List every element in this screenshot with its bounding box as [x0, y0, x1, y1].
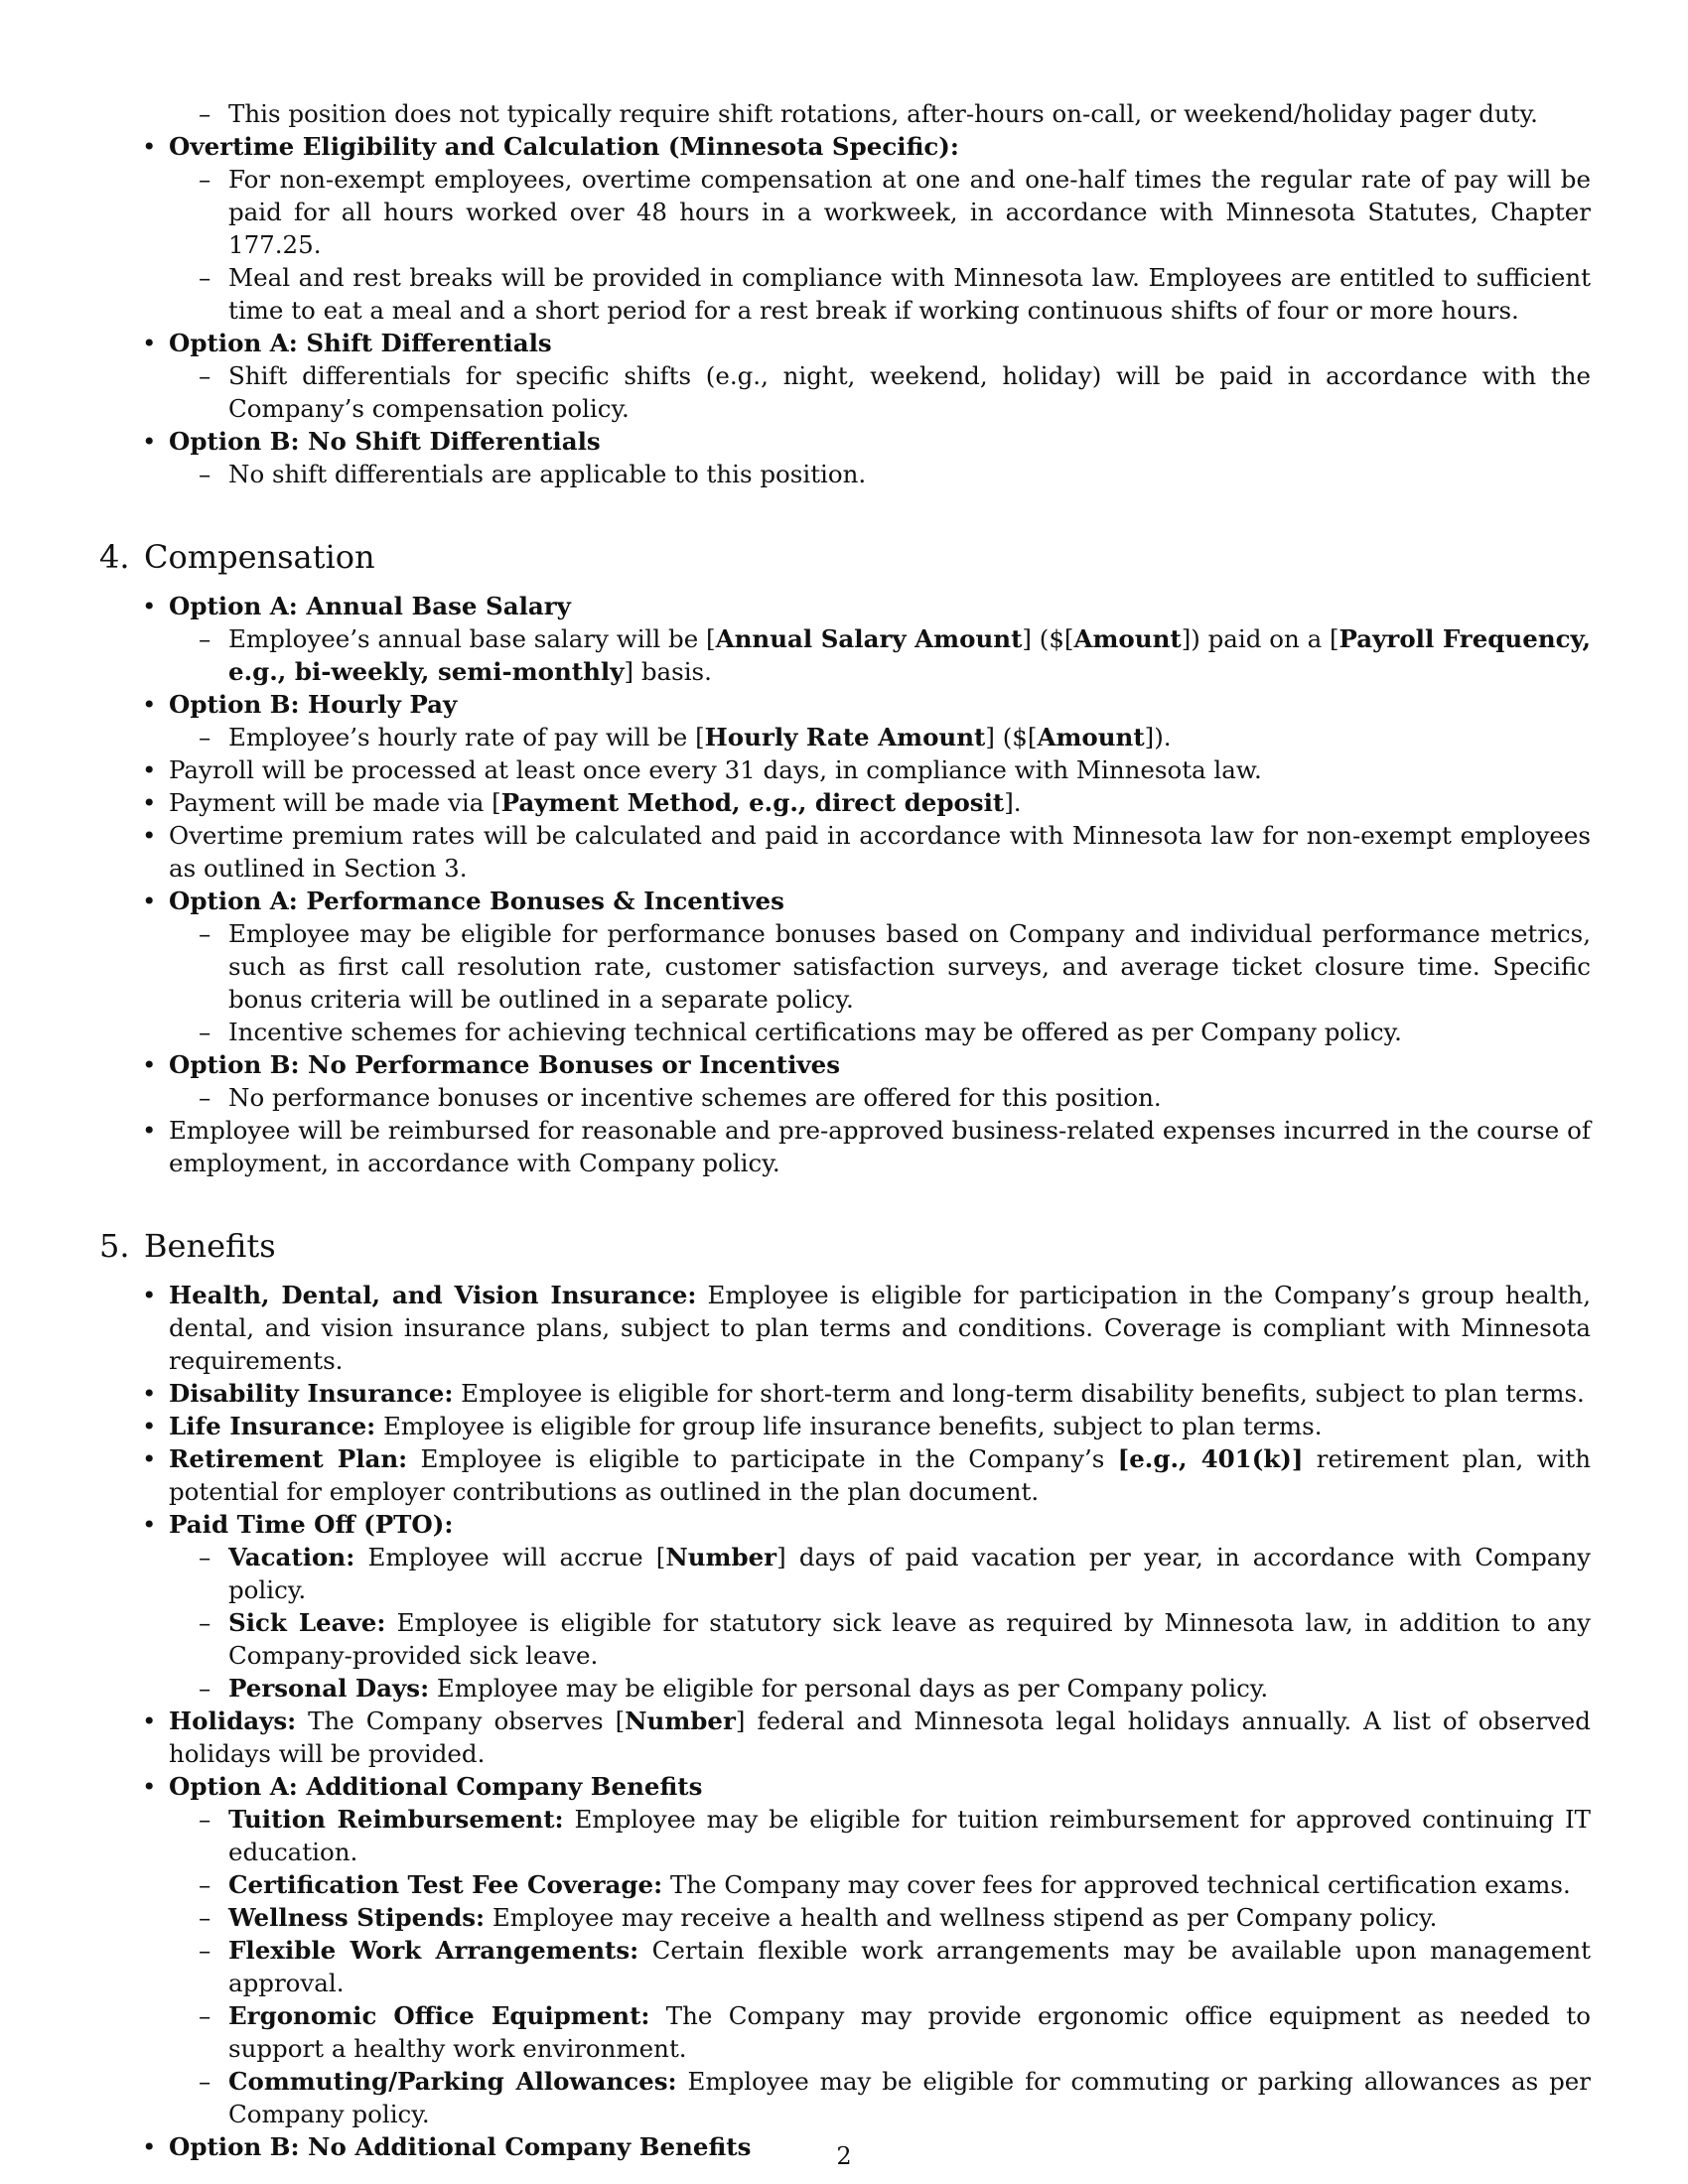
list-item: – Vacation: Employee will accrue [Number] days of paid vacation per year, in accordance with Company policy. [99, 1541, 1591, 1606]
list-item: – Meal and rest breaks will be provided in compliance with Minnesota law. Employees are entitled to sufficient time to eat a meal and a short period for a rest break if working continuous shifts of four or more hours. [99, 261, 1591, 327]
list-item: – Shift differentials for specific shifts (e.g., night, weekend, holiday) will be paid in accordance with the Company’s compensation policy. [99, 359, 1591, 425]
list-item: • Option A: Annual Base Salary [99, 590, 1591, 622]
list-item: • Option B: No Additional Company Benefits [99, 2130, 1591, 2163]
list-item: • Option B: No Performance Bonuses or Incentives [99, 1048, 1591, 1081]
list-item: • Retirement Plan: Employee is eligible to participate in the Company’s [e.g., 401(k)] retirement plan, with potential for employer contributions as outlined in the plan document. [99, 1442, 1591, 1508]
list-item: – No shift differentials are applicable to this position. [99, 458, 1591, 490]
list-item: – Employee’s annual base salary will be [Annual Salary Amount] ($[Amount]) paid on a [Payroll Frequency, e.g., bi-weekly, semi-monthly] basis. [99, 622, 1591, 688]
list-item: – Commuting/Parking Allowances: Employee may be eligible for commuting or parking allowances as per Company policy. [99, 2065, 1591, 2130]
document-page [99, 97, 1591, 2163]
list-item: • Payment will be made via [Payment Method, e.g., direct deposit]. [99, 786, 1591, 819]
list-item: – Ergonomic Office Equipment: The Company may provide ergonomic office equipment as needed to support a healthy work environment. [99, 1999, 1591, 2065]
list-item: • Paid Time Off (PTO): [99, 1508, 1591, 1541]
list-item: • Option B: Hourly Pay [99, 688, 1591, 721]
list-item: – Sick Leave: Employee is eligible for statutory sick leave as required by Minnesota law, in addition to any Company-provided sick leave. [99, 1606, 1591, 1672]
list-item: – Employee’s hourly rate of pay will be [Hourly Rate Amount] ($[Amount]). [99, 721, 1591, 753]
list-item: • Option B: No Shift Differentials [99, 425, 1591, 458]
list-item: • Health, Dental, and Vision Insurance: Employee is eligible for participation in the Company’s group health, dental, and vision insurance plans, subject to plan terms and conditions. Coverage is compliant with Minnesota requirements. [99, 1279, 1591, 1377]
section-heading-benefits: 5. Benefits [99, 1227, 276, 1265]
section-heading-compensation: 4. Compensation [99, 538, 375, 576]
list-item: – Employee may be eligible for performance bonuses based on Company and individual performance metrics, such as first call resolution rate, customer satisfaction surveys, and average ticket closure time. Specific bonus criteria will be outlined in a separate policy. [99, 917, 1591, 1016]
list-item: – For non-exempt employees, overtime compensation at one and one-half times the regular rate of pay will be paid for all hours worked over 48 hours in a workweek, in accordance with Minnesota Statutes, Chapter 177.25. [99, 163, 1591, 261]
list-item: • Option A: Performance Bonuses & Incentives [99, 885, 1591, 917]
list-item: • Option A: Additional Company Benefits [99, 1770, 1591, 1803]
list-item: • Life Insurance: Employee is eligible for group life insurance benefits, subject to plan terms. [99, 1410, 1591, 1442]
list-item: – Certification Test Fee Coverage: The Company may cover fees for approved technical certification exams. [99, 1868, 1591, 1901]
list-item: – This position does not typically require shift rotations, after-hours on-call, or weekend/holiday pager duty. [99, 97, 1591, 130]
list-item: • Payroll will be processed at least once every 31 days, in compliance with Minnesota law. [99, 753, 1591, 786]
list-item: – Personal Days: Employee may be eligible for personal days as per Company policy. [99, 1672, 1591, 1705]
list-item: • Overtime Eligibility and Calculation (Minnesota Specific): [99, 130, 1591, 163]
list-item: – No performance bonuses or incentive schemes are offered for this position. [99, 1081, 1591, 1114]
list-item: – Wellness Stipends: Employee may receive a health and wellness stipend as per Company policy. [99, 1901, 1591, 1934]
list-item: • Disability Insurance: Employee is eligible for short-term and long-term disability benefits, subject to plan terms. [99, 1377, 1591, 1410]
list-item: • Holidays: The Company observes [Number] federal and Minnesota legal holidays annually. A list of observed holidays will be provided. [99, 1705, 1591, 1770]
list-item: • Overtime premium rates will be calculated and paid in accordance with Minnesota law for non-exempt employees as outlined in Section 3. [99, 819, 1591, 885]
list-item: – Incentive schemes for achieving technical certifications may be offered as per Company policy. [99, 1016, 1591, 1048]
list-item: – Flexible Work Arrangements: Certain flexible work arrangements may be available upon management approval. [99, 1934, 1591, 1999]
list-item: • Option A: Shift Differentials [99, 327, 1591, 359]
list-item: – Tuition Reimbursement: Employee may be eligible for tuition reimbursement for approved continuing IT education. [99, 1803, 1591, 1868]
page-number: 2 [836, 2142, 852, 2170]
list-item: • Employee will be reimbursed for reasonable and pre-approved business-related expenses incurred in the course of employment, in accordance with Company policy. [99, 1114, 1591, 1179]
